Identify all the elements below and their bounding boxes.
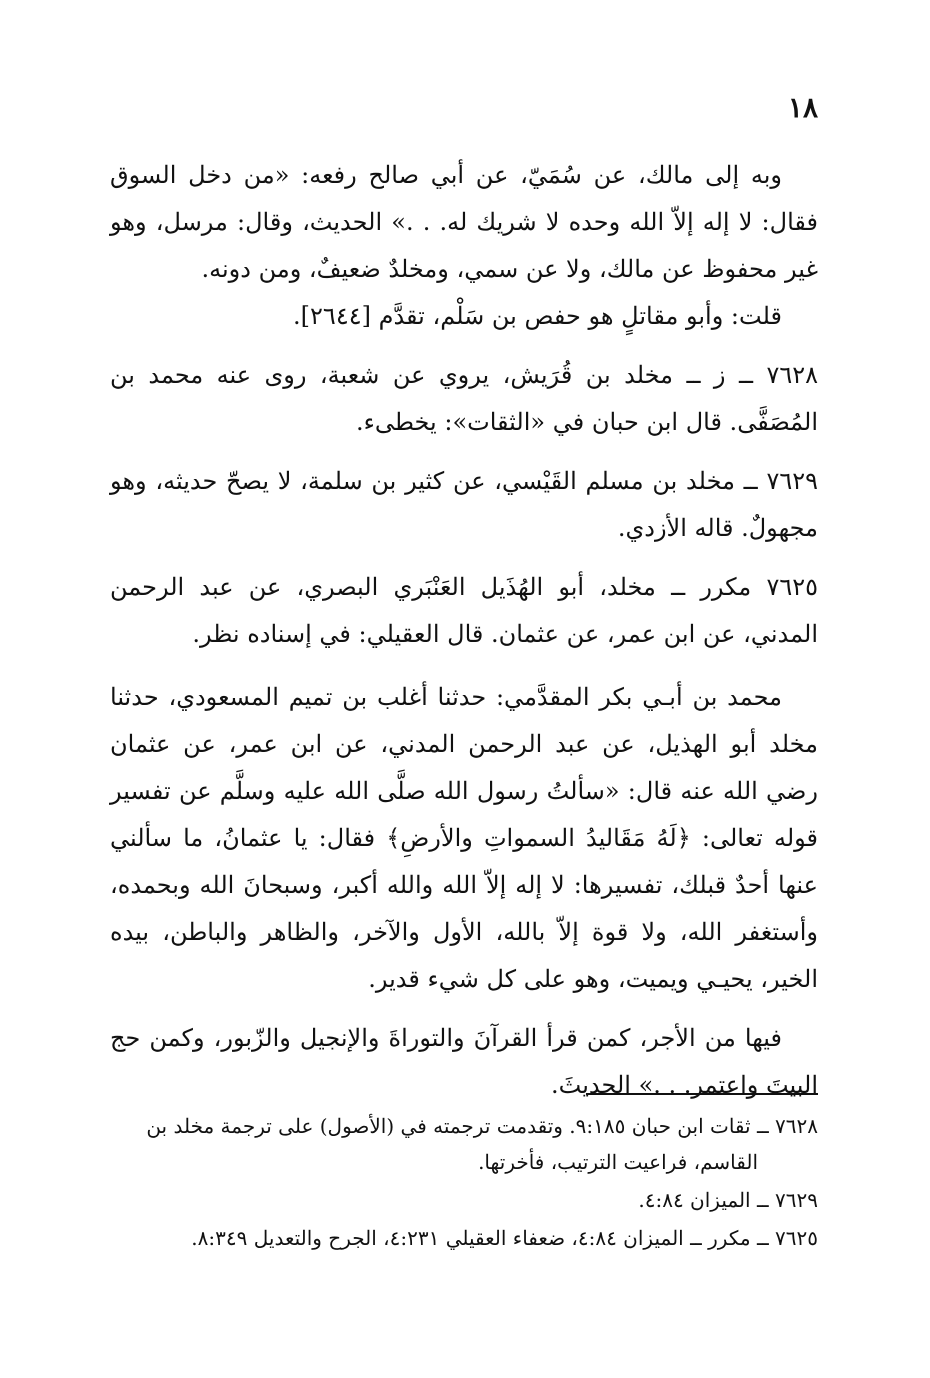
entry-7629: ٧٦٢٩ ــ مخلد بن مسلم القَيْسي، عن كثير بن سلمة، لا يصحّ حديثه، وهو مجهولٌ. قاله الأزدي.: [110, 467, 818, 542]
footnote-divider: [586, 1093, 818, 1095]
footnote-7628-line2: القاسم، فراعيت الترتيب، فأخرتها.: [478, 1150, 758, 1174]
footnote-7628-line1: ٧٦٢٨ ــ ثقات ابن حبان ٩:١٨٥. وتقدمت ترجمته في (الأصول) على ترجمة مخلد بن: [146, 1114, 818, 1138]
page-number: ١٨: [787, 91, 818, 124]
paragraph-hadith-ending: فيها من الأجر، كمن قرأ القرآنَ والتوراةَ والإنجيل والزّبور، وكمن حج البيتَ واعتمر. . .» الحديثَ.: [110, 1024, 818, 1099]
footnotes: [110, 1108, 818, 1258]
entry-7625: ٧٦٢٥ مكرر ــ مخلد، أبو الهُذَيل العَنْبَري البصري، عن عبد الرحمن المدني، عن ابن عمر، عن عثمان. قال العقيلي: في إسناده نظر.: [110, 573, 818, 648]
main-text: [110, 152, 818, 1109]
footnote-7629: ٧٦٢٩ ــ الميزان ٤:٨٤.: [638, 1188, 818, 1212]
paragraph-isnad-hadith: محمد بن أبـي بكر المقدَّمي: حدثنا أغلب بن تميم المسعودي، حدثنا مخلد أبو الهذيل، عن عبد الرحمن المدني، عن ابن عمر، عن عثمان رضي الله عنه قال: «سألتُ رسول الله صلَّى الله عليه وسلَّم عن تفسير قوله تعالى: ﴿لَهُ مَقَاليدُ السمواتِ والأرضِ﴾ فقال: يا عثمانُ، ما سألني عنها أحدٌ قبلك، تفسيرها: لا إله إلاّ الله والله أكبر، وسبحانَ الله وبحمده، وأستغفر الله، ولا قوة إلاّ بالله، الأول والآخر، والظاهر والباطن، بيده الخير، يحيـي ويميت، وهو على كل شيء قدير.: [110, 683, 819, 993]
footnote-7625: ٧٦٢٥ ــ مكرر ــ الميزان ٤:٨٤، ضعفاء العقيلي ٤:٢٣١، الجرح والتعديل ٨:٣٤٩.: [191, 1226, 818, 1250]
entry-7628: ٧٦٢٨ ــ ز ــ مخلد بن قُرَيش، يروي عن شعبة، روى عنه محمد بن المُصَفَّى. قال ابن حبان في «الثقات»: يخطىء.: [110, 361, 819, 436]
footnote-7628: [110, 1108, 818, 1180]
paragraph-abu-muqatil-note: قلت: وأبو مقاتلٍ هو حفص بن سَلْم، تقدَّم [٢٦٤٤].: [293, 302, 782, 330]
paragraph-malik-hadith: وبه إلى مالك، عن سُمَيّ، عن أبي صالح رفعه: «من دخل السوق فقال: لا إله إلاّ الله وحده لا شريك له. . .» الحديث، وقال: مرسل، وهو غير محفوظ عن مالك، ولا عن سمي، ومخلدٌ ضعيفٌ، ومن دونه.: [110, 161, 818, 283]
